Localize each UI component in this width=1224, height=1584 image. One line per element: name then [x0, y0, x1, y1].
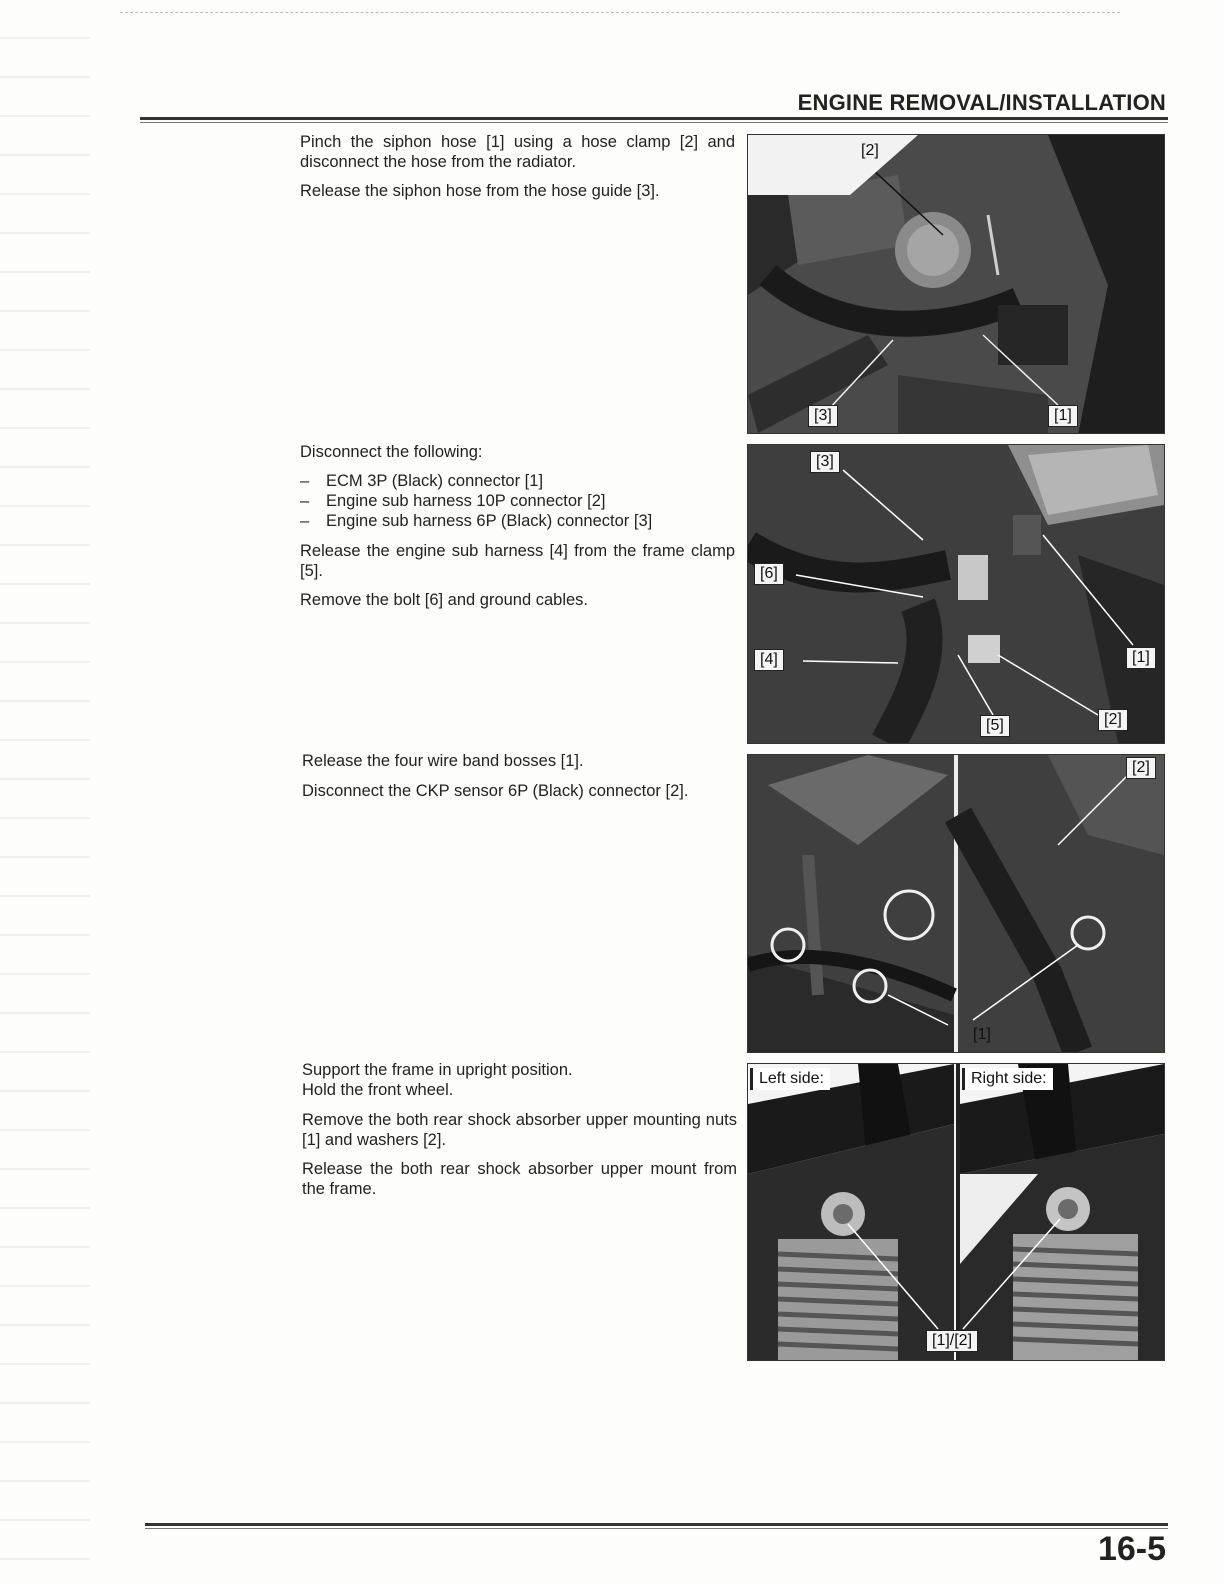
- s2-callout-6: [6]: [754, 563, 784, 585]
- footer-rule: [145, 1523, 1168, 1526]
- header-rule-thin: [140, 122, 1168, 123]
- s1-callout-3: [3]: [808, 405, 838, 427]
- photo-shock-art: [748, 1064, 1164, 1360]
- s3-paragraph-1: Release the four wire band bosses [1].: [302, 752, 584, 770]
- s4-paragraph-2: Hold the front wheel.: [302, 1081, 454, 1099]
- s4-paragraph-1: Support the frame in upright position.: [302, 1061, 573, 1079]
- s2-item-3: Engine sub harness 6P (Black) connector [3]: [326, 512, 653, 530]
- header-rule: [140, 117, 1168, 120]
- s2-callout-1: [1]: [1126, 647, 1156, 669]
- list-item: – ECM 3P (Black) connector [1]: [300, 472, 544, 490]
- s2-item-2: Engine sub harness 10P connector [2]: [326, 492, 606, 510]
- s2-intro: Disconnect the following:: [300, 443, 483, 461]
- right-side-label: Right side:: [962, 1068, 1053, 1090]
- list-item: – Engine sub harness 6P (Black) connector [3]: [300, 512, 653, 530]
- s2-callout-3: [3]: [810, 451, 840, 473]
- s2-callout-2: [2]: [1098, 709, 1128, 731]
- s2-connector-list: [300, 471, 735, 531]
- s1-paragraph-1: Pinch the siphon hose [1] using a hose clamp [2] and disconnect the hose from the radiator.: [300, 133, 735, 171]
- s3-callout-1: [1]: [973, 1026, 991, 1043]
- photo-wire-band-bosses: [747, 754, 1165, 1053]
- photo-siphon-hose: [747, 134, 1165, 434]
- s1-callout-2: [2]: [861, 142, 879, 159]
- scan-margin: [0, 0, 90, 1584]
- s3-paragraph-2: Disconnect the CKP sensor 6P (Black) connector [2].: [302, 782, 689, 800]
- s2-callout-4: [4]: [754, 649, 784, 671]
- s4-callout-1-2: [1]/[2]: [926, 1330, 978, 1352]
- photo-harness-art: [748, 445, 1164, 743]
- s4-paragraph-3: Remove the both rear shock absorber upper mounting nuts [1] and washers [2].: [302, 1111, 737, 1149]
- s1-callout-1: [1]: [1048, 405, 1078, 427]
- photo-rear-shock-mounts: [747, 1063, 1165, 1361]
- list-item: – Engine sub harness 10P connector [2]: [300, 492, 606, 510]
- scan-top-edge: [120, 0, 1120, 13]
- footer-rule-thin: [145, 1528, 1168, 1529]
- s2-item-1: ECM 3P (Black) connector [1]: [326, 472, 544, 490]
- s4-paragraph-4: Release the both rear shock absorber upper mount from the frame.: [302, 1160, 737, 1198]
- page-header-title: ENGINE REMOVAL/INSTALLATION: [797, 90, 1166, 115]
- photo-harness-connectors: [747, 444, 1165, 744]
- s3-callout-2: [2]: [1126, 757, 1156, 779]
- left-side-label: Left side:: [750, 1068, 830, 1090]
- s2-paragraph-1: Release the engine sub harness [4] from the frame clamp [5].: [300, 542, 735, 580]
- s2-callout-5: [5]: [980, 715, 1010, 737]
- s1-paragraph-2: Release the siphon hose from the hose guide [3].: [300, 182, 660, 200]
- photo-wire-bands-art: [748, 755, 1164, 1052]
- s2-paragraph-2: Remove the bolt [6] and ground cables.: [300, 591, 589, 609]
- page-number: 16-5: [1097, 1530, 1166, 1568]
